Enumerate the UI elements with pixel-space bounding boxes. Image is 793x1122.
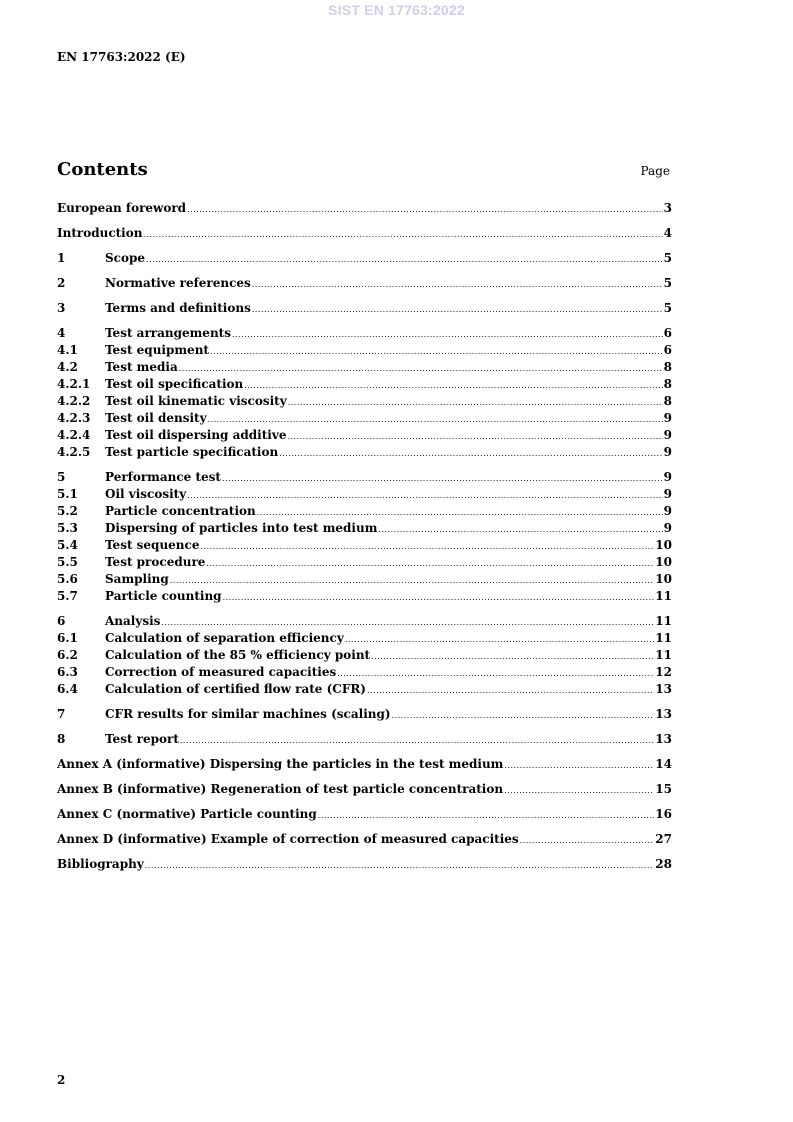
toc-dot-leader (179, 360, 663, 376)
toc-entry[interactable] (57, 831, 672, 848)
toc-entry-number: 6.4 (57, 682, 78, 696)
toc-entry-number: 5.5 (57, 555, 78, 569)
toc-entry-number: 4.2.1 (57, 377, 91, 391)
toc-entry-page: 16 (655, 807, 672, 821)
toc-entry[interactable] (57, 444, 672, 461)
toc-entry[interactable] (57, 781, 672, 798)
toc-entry[interactable] (57, 342, 672, 359)
toc-entry-number: 5.6 (57, 572, 78, 586)
toc-entry-title: Test arrangements (105, 326, 231, 340)
toc-entry-title: Test oil density (105, 411, 207, 425)
toc-entry-page: 3 (663, 201, 672, 215)
toc-entry-page: 13 (655, 682, 672, 696)
toc-entry-title: Test particle specification (105, 445, 279, 459)
toc-entry[interactable] (57, 427, 672, 444)
toc-entry[interactable] (57, 613, 672, 630)
toc-entry-number: 4.2.2 (57, 394, 91, 408)
toc-entry-page: 6 (663, 326, 672, 340)
toc-entry-page: 15 (655, 782, 672, 796)
toc-entry-page: 14 (655, 757, 672, 771)
toc-entry-page: 13 (655, 732, 672, 746)
toc-entry-title: Analysis (105, 614, 161, 628)
toc-dot-leader (279, 445, 662, 461)
toc-entry-title: Test report (105, 732, 179, 746)
toc-entry-page: 10 (655, 572, 672, 586)
toc-dot-leader (371, 648, 654, 664)
toc-entry-page: 5 (663, 301, 672, 315)
toc-entry-number: 7 (57, 707, 66, 721)
toc-dot-leader (210, 343, 663, 359)
toc-entry-title: Test media (105, 360, 178, 374)
toc-entry[interactable] (57, 503, 672, 520)
toc-entry-page: 8 (663, 377, 672, 391)
toc-entry-page: 9 (663, 470, 672, 484)
toc-entry-number: 1 (57, 251, 66, 265)
toc-dot-leader (146, 251, 663, 267)
toc-dot-leader (244, 377, 662, 393)
toc-entry[interactable] (57, 856, 672, 873)
toc-entry-page: 9 (663, 428, 672, 442)
toc-entry-title: Annex A (informative) Dispersing the particles in the test medium (57, 757, 504, 771)
toc-entry-number: 2 (57, 276, 66, 290)
toc-dot-leader (206, 555, 654, 571)
toc-entry-page: 12 (655, 665, 672, 679)
toc-entry-number: 4.2 (57, 360, 78, 374)
toc-entry[interactable] (57, 806, 672, 823)
toc-entry[interactable] (57, 469, 672, 486)
toc-entry-number: 4.2.3 (57, 411, 91, 425)
toc-entry-number: 5.2 (57, 504, 78, 518)
toc-entry-title: Dispersing of particles into test medium (105, 521, 378, 535)
toc-entry-number: 5.3 (57, 521, 78, 535)
toc-entry-page: 6 (663, 343, 672, 357)
toc-entry-number: 3 (57, 301, 66, 315)
toc-entry-page: 9 (663, 445, 672, 459)
toc-entry-page: 11 (655, 631, 672, 645)
toc-entry[interactable] (57, 520, 672, 537)
toc-entry-number: 6.3 (57, 665, 78, 679)
toc-dot-leader (367, 682, 654, 698)
toc-entry[interactable] (57, 630, 672, 647)
toc-entry-page: 5 (663, 276, 672, 290)
toc-entry-page: 9 (663, 487, 672, 501)
toc-entry[interactable] (57, 756, 672, 773)
toc-dot-leader (287, 428, 662, 444)
toc-dot-leader (187, 487, 662, 503)
toc-entry-title: European foreword (57, 201, 187, 215)
toc-dot-leader (318, 807, 655, 823)
toc-entry-title: Test oil dispersing additive (105, 428, 287, 442)
toc-entry-page: 5 (663, 251, 672, 265)
toc-entry[interactable] (57, 359, 672, 376)
document-id-header: EN 17763:2022 (E) (57, 50, 186, 64)
toc-entry-title: Calculation of certified flow rate (CFR) (105, 682, 366, 696)
toc-dot-leader (222, 470, 663, 486)
toc-entry[interactable] (57, 300, 672, 317)
toc-entry[interactable] (57, 393, 672, 410)
toc-dot-leader (143, 226, 662, 242)
toc-entry[interactable] (57, 571, 672, 588)
toc-dot-leader (252, 276, 663, 292)
toc-entry-page: 27 (655, 832, 672, 846)
toc-entry[interactable] (57, 647, 672, 664)
toc-entry-number: 5.4 (57, 538, 78, 552)
toc-entry-title: Normative references (105, 276, 251, 290)
toc-dot-leader (208, 411, 663, 427)
toc-entry-number: 5.1 (57, 487, 78, 501)
toc-entry-title: Scope (105, 251, 146, 265)
toc-entry-page: 9 (663, 411, 672, 425)
toc-entry[interactable] (57, 706, 672, 723)
toc-entry-title: Particle concentration (105, 504, 256, 518)
toc-entry[interactable] (57, 376, 672, 393)
toc-dot-leader (257, 504, 663, 520)
toc-entry-page: 9 (663, 504, 672, 518)
toc-entry-title: Particle counting (105, 589, 222, 603)
watermark: SIST EN 17763:2022 (328, 2, 465, 18)
toc-entry-page: 9 (663, 521, 672, 535)
toc-entry-number: 5.7 (57, 589, 78, 603)
toc-entry-number: 6.2 (57, 648, 78, 662)
toc-dot-leader (392, 707, 655, 723)
toc-entry-page: 10 (655, 538, 672, 552)
toc-entry-title: Calculation of separation efficiency (105, 631, 344, 645)
toc-dot-leader (288, 394, 663, 410)
toc-dot-leader (337, 665, 654, 681)
toc-entry-page: 4 (663, 226, 672, 240)
toc-dot-leader (180, 732, 654, 748)
toc-entry-title: CFR results for similar machines (scaling) (105, 707, 391, 721)
toc-dot-leader (345, 631, 654, 647)
toc-entry-title: Test equipment (105, 343, 209, 357)
toc-entry[interactable] (57, 537, 672, 554)
toc-entry-title: Annex D (informative) Example of correction of measured capacities (57, 832, 519, 846)
toc-dot-leader (145, 857, 655, 873)
toc-entry[interactable] (57, 250, 672, 267)
toc-entry[interactable] (57, 588, 672, 605)
toc-entry-page: 28 (655, 857, 672, 871)
toc-entry-title: Test procedure (105, 555, 206, 569)
table-of-contents (57, 200, 672, 873)
toc-entry-title: Test oil kinematic viscosity (105, 394, 287, 408)
toc-entry-title: Oil viscosity (105, 487, 187, 501)
toc-entry-title: Correction of measured capacities (105, 665, 337, 679)
toc-entry-number: 8 (57, 732, 66, 746)
toc-entry[interactable] (57, 554, 672, 571)
toc-entry-number: 4.2.5 (57, 445, 91, 459)
toc-entry-title: Terms and definitions (105, 301, 251, 315)
toc-entry-title: Performance test (105, 470, 221, 484)
toc-entry[interactable] (57, 664, 672, 681)
contents-title: Contents (57, 159, 148, 180)
toc-entry-number: 4 (57, 326, 66, 340)
toc-dot-leader (504, 782, 654, 798)
toc-dot-leader (378, 521, 662, 537)
toc-dot-leader (170, 572, 655, 588)
toc-entry-title: Sampling (105, 572, 169, 586)
page-column-label: Page (640, 164, 670, 178)
toc-entry-title: Annex C (normative) Particle counting (57, 807, 317, 821)
toc-entry-number: 4.2.4 (57, 428, 91, 442)
toc-entry[interactable] (57, 325, 672, 342)
toc-entry-title: Calculation of the 85 % efficiency point (105, 648, 371, 662)
toc-entry[interactable] (57, 731, 672, 748)
toc-entry-page: 8 (663, 360, 672, 374)
toc-dot-leader (252, 301, 663, 317)
toc-dot-leader (504, 757, 654, 773)
toc-dot-leader (161, 614, 654, 630)
page-number: 2 (57, 1073, 66, 1087)
toc-dot-leader (223, 589, 655, 605)
toc-entry[interactable] (57, 200, 672, 217)
toc-dot-leader (232, 326, 663, 342)
toc-entry-number: 6.1 (57, 631, 78, 645)
toc-entry[interactable] (57, 225, 672, 242)
toc-entry-page: 10 (655, 555, 672, 569)
toc-entry-number: 6 (57, 614, 66, 628)
toc-entry[interactable] (57, 681, 672, 698)
toc-entry-page: 11 (655, 614, 672, 628)
toc-entry-number: 5 (57, 470, 66, 484)
toc-dot-leader (520, 832, 655, 848)
toc-entry-title: Test oil specification (105, 377, 244, 391)
toc-entry-page: 13 (655, 707, 672, 721)
toc-entry-title: Annex B (informative) Regeneration of test particle concentration (57, 782, 504, 796)
toc-entry[interactable] (57, 410, 672, 427)
toc-entry-page: 8 (663, 394, 672, 408)
toc-entry[interactable] (57, 486, 672, 503)
toc-entry-title: Bibliography (57, 857, 144, 871)
toc-entry-title: Test sequence (105, 538, 200, 552)
toc-entry-page: 11 (655, 648, 672, 662)
toc-dot-leader (187, 201, 663, 217)
toc-entry-number: 4.1 (57, 343, 78, 357)
toc-dot-leader (200, 538, 654, 554)
toc-entry[interactable] (57, 275, 672, 292)
toc-entry-title: Introduction (57, 226, 143, 240)
toc-entry-page: 11 (655, 589, 672, 603)
